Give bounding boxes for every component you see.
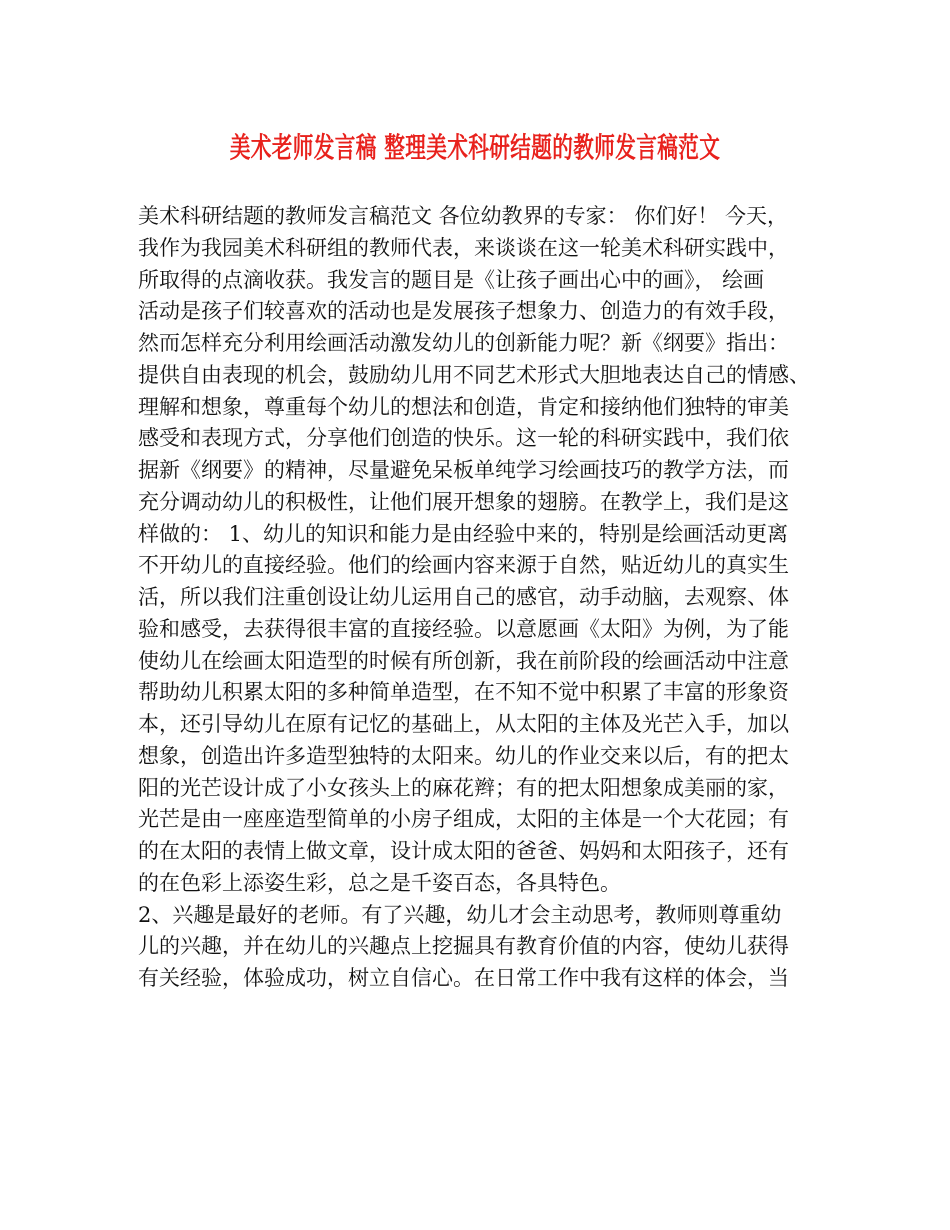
- text-line: 活动是孩子们较喜欢的活动也是发展孩子想象力、创造力的有效手段，: [138, 299, 789, 324]
- text-line: 样做的： 1、幼儿的知识和能力是由经验中来的，特别是绘画活动更离: [138, 521, 789, 546]
- text-line: 有关经验，体验成功，树立自信心。在日常工作中我有这样的体会，当: [138, 966, 789, 990]
- text-line: 理解和想象，尊重每个幼儿的想法和创造，肯定和接纳他们独特的审美: [138, 394, 789, 419]
- text-line: 充分调动幼儿的积极性，让他们展开想象的翅膀。在教学上，我们是这: [138, 489, 789, 514]
- text-line: 帮助幼儿积累太阳的多种简单造型，在不知不觉中积累了丰富的形象资: [138, 680, 789, 705]
- text-line: 光芒是由一座座造型简单的小房子组成，太阳的主体是一个大花园；有: [138, 807, 789, 832]
- text-line: 美术科研结题的教师发言稿范文 各位幼教界的专家： 你们好！ 今天，: [138, 204, 789, 228]
- text-line: 据新《纲要》的精神，尽量避免呆板单纯学习绘画技巧的教学方法，而: [138, 458, 789, 482]
- text-line: 感受和表现方式，分享他们创造的快乐。这一轮的科研实践中，我们依: [138, 426, 789, 451]
- text-line: 本，还引导幼儿在原有记忆的基础上，从太阳的主体及光芒入手，加以: [138, 712, 789, 736]
- text-line: 2、兴趣是最好的老师。有了兴趣，幼儿才会主动思考，教师则尊重幼: [138, 902, 782, 927]
- document-title: 美术老师发言稿 整理美术科研结题的教师发言稿范文: [229, 131, 721, 164]
- text-line: 验和感受，去获得很丰富的直接经验。以意愿画《太阳》为例，为了能: [138, 616, 789, 641]
- text-line: 我作为我园美术科研组的教师代表，来谈谈在这一轮美术科研实践中，: [138, 235, 789, 260]
- text-line: 提供自由表现的机会，鼓励幼儿用不同艺术形式大胆地表达自己的情感、: [138, 362, 810, 387]
- text-line: 儿的兴趣，并在幼儿的兴趣点上挖掘具有教育价值的内容，使幼儿获得: [138, 934, 789, 959]
- text-line: 使幼儿在绘画太阳造型的时候有所创新，我在前阶段的绘画活动中注意: [138, 648, 789, 673]
- document-body: [138, 201, 828, 995]
- text-line: 的在色彩上添姿生彩，总之是千姿百态，各具特色。: [138, 870, 621, 895]
- text-line: 不开幼儿的直接经验。他们的绘画内容来源于自然，贴近幼儿的真实生: [138, 553, 789, 578]
- text-line: 的在太阳的表情上做文章，设计成太阳的爸爸、妈妈和太阳孩子，还有: [138, 839, 789, 863]
- text-line: 然而怎样充分利用绘画活动激发幼儿的创新能力呢？新《纲要》指出：: [138, 331, 789, 355]
- text-line: 阳的光芒设计成了小女孩头上的麻花辫；有的把太阳想象成美丽的家，: [138, 775, 789, 800]
- text-line: 活，所以我们注重创设让幼儿运用自己的感官，动手动脑，去观察、体: [138, 585, 789, 609]
- text-line: 所取得的点滴收获。我发言的题目是《让孩子画出心中的画》， 绘画: [138, 267, 765, 292]
- text-line: 想象，创造出许多造型独特的太阳来。幼儿的作业交来以后，有的把太: [138, 743, 789, 768]
